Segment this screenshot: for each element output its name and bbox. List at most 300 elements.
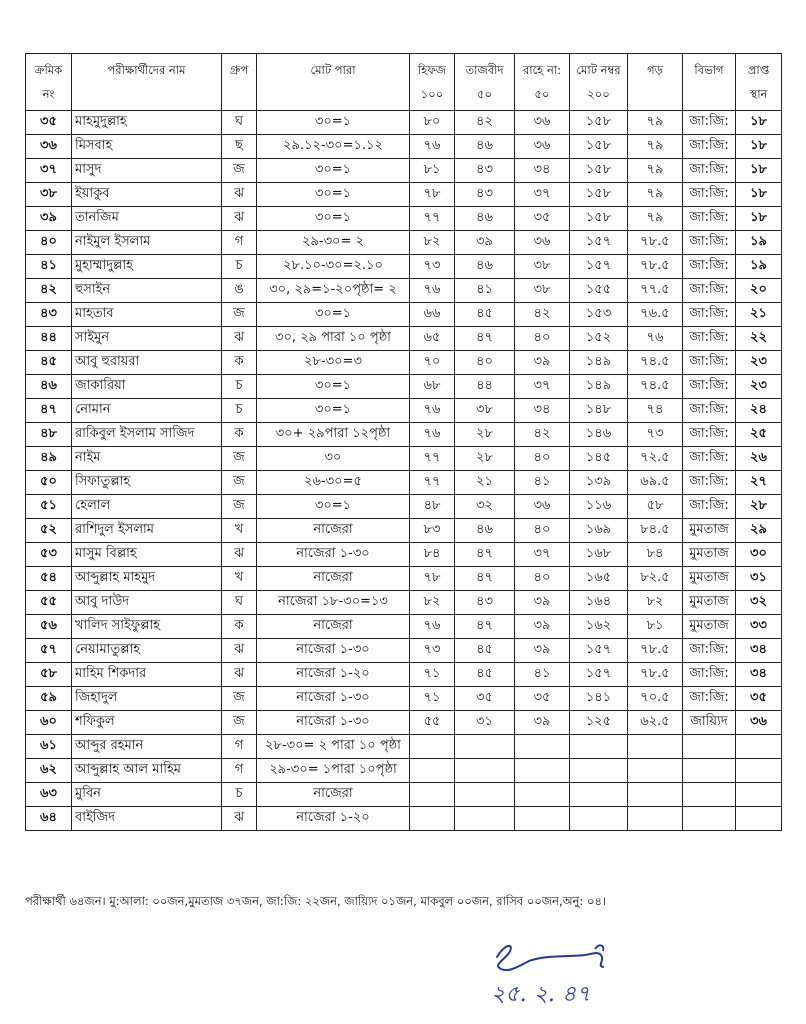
cell-group: ঝ [222,807,257,831]
cell-average: ৮১ [628,615,683,639]
cell-tajweed: ২৮ [455,423,515,447]
cell-rahe: ৩৭ [515,183,570,207]
cell-serial: ৫১ [26,495,72,519]
table-row [26,663,782,687]
table-row [26,807,782,831]
cell-hifz [410,735,455,759]
summary-line: পরীক্ষার্থী ৬৪জন। মু:আলা: ০০জন,মুমতাজ ৩৭জন, জা:জি: ২২জন, জায়্যিদ ০১জন, মাকবুল ০০জন, রাসিব ০০জন,অনু: ০৪। [25,894,607,908]
cell-serial: ৩৭ [26,159,72,183]
header-hifz: হিফজ ১০০ [410,54,455,111]
cell-hifz: ৬৫ [410,327,455,351]
cell-rahe: ৪১ [515,663,570,687]
cell-rahe: ৩৯ [515,639,570,663]
cell-average: ৭৮.৫ [628,639,683,663]
cell-average: ৭৯ [628,111,683,135]
cell-position: ২৫ [736,423,782,447]
cell-rahe: ৩৯ [515,591,570,615]
cell-position: ১৯ [736,231,782,255]
cell-average: ৭৯ [628,183,683,207]
cell-division [683,759,736,783]
cell-total: ১৪৮ [570,399,628,423]
cell-serial: ৫৮ [26,663,72,687]
cell-para: নাজেরা ১-৩০ [257,639,410,663]
cell-serial: ৬৪ [26,807,72,831]
cell-hifz: ৭৬ [410,279,455,303]
cell-serial: ৪২ [26,279,72,303]
cell-tajweed [455,807,515,831]
table-row [26,567,782,591]
cell-tajweed: ৪৩ [455,183,515,207]
cell-total: ১৬৪ [570,591,628,615]
table-row [26,135,782,159]
table-row [26,231,782,255]
cell-name: রাশিদুল ইসলাম [72,519,222,543]
cell-total: ১৫৭ [570,639,628,663]
cell-group: ঝ [222,663,257,687]
cell-position: ১৯ [736,255,782,279]
cell-name: শফিকুল [72,711,222,735]
cell-average [628,759,683,783]
cell-division: মুমতাজ [683,567,736,591]
cell-name: আবু হুরায়রা [72,351,222,375]
cell-average: ৬৯.৫ [628,471,683,495]
cell-hifz: ৭৬ [410,423,455,447]
cell-para: ৩০, ২৯ পারা ১০ পৃষ্ঠা [257,327,410,351]
cell-group: জ [222,687,257,711]
cell-hifz: ৭৭ [410,207,455,231]
signature [485,935,635,1015]
cell-hifz: ৮২ [410,231,455,255]
cell-rahe: ৩৯ [515,711,570,735]
cell-total: ১৪৯ [570,351,628,375]
cell-average: ৬২.৫ [628,711,683,735]
header-average: গড় [628,54,683,111]
cell-tajweed: ৪৪ [455,375,515,399]
cell-average: ৮২ [628,591,683,615]
cell-serial: ৩৬ [26,135,72,159]
cell-rahe: ৪২ [515,303,570,327]
cell-serial: ৪৪ [26,327,72,351]
cell-para: ২৯-৩০= ১পারা ১০পৃষ্ঠা [257,759,410,783]
results-body [26,111,782,831]
results-table [25,53,782,831]
cell-serial: ৬০ [26,711,72,735]
cell-tajweed: ৩৮ [455,399,515,423]
cell-division [683,783,736,807]
cell-average: ৮৪.৫ [628,519,683,543]
cell-division: মুমতাজ [683,615,736,639]
cell-average: ৭২.৫ [628,447,683,471]
cell-division: জা:জি: [683,255,736,279]
cell-division: জা:জি: [683,471,736,495]
cell-serial: ৫৬ [26,615,72,639]
cell-division: জায়্যিদ [683,711,736,735]
cell-tajweed: ৪৫ [455,663,515,687]
cell-serial: ৬৩ [26,783,72,807]
cell-name: মাহতাব [72,303,222,327]
cell-position: ৩৩ [736,615,782,639]
cell-rahe: ৪২ [515,423,570,447]
cell-name: নাইম [72,447,222,471]
cell-name: সিফাতুল্লাহ [72,471,222,495]
cell-average: ৮৪ [628,543,683,567]
cell-division: জা:জি: [683,423,736,447]
cell-name: ইয়াকুব [72,183,222,207]
cell-rahe: ৩৭ [515,543,570,567]
cell-group: ঙ [222,279,257,303]
result-sheet [25,53,781,831]
cell-division: মুমতাজ [683,519,736,543]
cell-para: ২৮-৩০=৩ [257,351,410,375]
cell-position [736,735,782,759]
cell-average: ৭৯ [628,159,683,183]
cell-average: ৭০.৫ [628,687,683,711]
cell-rahe [515,759,570,783]
table-row [26,279,782,303]
cell-rahe: ৩৭ [515,375,570,399]
cell-name: মিসবাহ [72,135,222,159]
cell-position: ৩০ [736,543,782,567]
cell-position: ৩২ [736,591,782,615]
cell-para: ৩০=১ [257,207,410,231]
cell-group: জ [222,495,257,519]
cell-tajweed: ৪৫ [455,303,515,327]
cell-name: সাইমুন [72,327,222,351]
signature-date: ২৫. ২. ৪৭ [491,982,591,1007]
cell-hifz: ৬৬ [410,303,455,327]
cell-rahe: ৩৯ [515,351,570,375]
cell-serial: ৫৭ [26,639,72,663]
cell-tajweed: ৪১ [455,279,515,303]
cell-name: আব্দুর রহমান [72,735,222,759]
cell-group: জ [222,159,257,183]
cell-average: ৭৮.৫ [628,663,683,687]
cell-total: ১৫৫ [570,279,628,303]
cell-average [628,735,683,759]
cell-group: জ [222,303,257,327]
cell-rahe: ৩৮ [515,279,570,303]
cell-serial: ৪৭ [26,399,72,423]
cell-serial: ৩৮ [26,183,72,207]
cell-average: ৭৩ [628,423,683,447]
cell-position: ২০ [736,279,782,303]
cell-group: চ [222,399,257,423]
cell-tajweed: ৪৭ [455,615,515,639]
cell-name: মুহাম্মাদুল্লাহ [72,255,222,279]
cell-position: ১৮ [736,135,782,159]
cell-position: ২৯ [736,519,782,543]
cell-group: ক [222,423,257,447]
cell-total: ১৫৮ [570,159,628,183]
cell-tajweed: ৪০ [455,351,515,375]
cell-para: নাজেরা ১৮-৩০=১৩ [257,591,410,615]
cell-total: ১৫৮ [570,207,628,231]
cell-serial: ৩৫ [26,111,72,135]
header-total-marks: মোট নম্বর ২০০ [570,54,628,111]
cell-position: ২৩ [736,375,782,399]
cell-group: জ [222,711,257,735]
cell-hifz: ৭৭ [410,447,455,471]
cell-total: ১৬২ [570,615,628,639]
cell-division: জা:জি: [683,327,736,351]
cell-average: ৭৯ [628,207,683,231]
table-row [26,615,782,639]
table-row [26,111,782,135]
cell-tajweed: ২৮ [455,447,515,471]
cell-total: ১৫৮ [570,135,628,159]
cell-para: নাজেরা ১-৩০ [257,711,410,735]
cell-para: ২৮-৩০= ২ পারা ১০ পৃষ্ঠা [257,735,410,759]
table-row [26,543,782,567]
cell-group: ঘ [222,591,257,615]
cell-rahe: ৩৮ [515,255,570,279]
cell-division: জা:জি: [683,183,736,207]
cell-group: খ [222,519,257,543]
cell-group: চ [222,375,257,399]
header-serial: ক্রমিক নং [26,54,72,111]
cell-serial: ৫২ [26,519,72,543]
cell-position: ২৭ [736,471,782,495]
cell-total [570,759,628,783]
cell-group: ঝ [222,639,257,663]
cell-para: ৩০, ২৯=১-২০পৃষ্ঠা= ২ [257,279,410,303]
cell-para: নাজেরা [257,567,410,591]
cell-average: ৭৪.৫ [628,351,683,375]
cell-name: নোমান [72,399,222,423]
cell-group: গ [222,759,257,783]
cell-serial: ৪৫ [26,351,72,375]
header-total-para: মোট পারা [257,54,410,111]
cell-division: জা:জি: [683,303,736,327]
cell-tajweed: ৪৭ [455,327,515,351]
cell-rahe: ৩৬ [515,135,570,159]
cell-para: নাজেরা [257,783,410,807]
cell-serial: ৪৯ [26,447,72,471]
cell-group: ঝ [222,327,257,351]
header-row [26,54,782,111]
cell-hifz: ৭৮ [410,183,455,207]
header-tajweed: তাজবীদ ৫০ [455,54,515,111]
cell-total [570,807,628,831]
cell-group: ক [222,615,257,639]
cell-tajweed: ৪৬ [455,207,515,231]
cell-position: ২৬ [736,447,782,471]
cell-para: ৩০+ ২৯পারা ১২পৃষ্ঠা [257,423,410,447]
table-row [26,495,782,519]
cell-group: ঝ [222,183,257,207]
cell-group: ক [222,351,257,375]
cell-average: ৫৮ [628,495,683,519]
cell-average: ৭৮.৫ [628,255,683,279]
cell-rahe [515,735,570,759]
cell-tajweed: ৪৫ [455,639,515,663]
header-name: পরীক্ষার্থীদের নাম [72,54,222,111]
cell-name: জাকারিয়া [72,375,222,399]
cell-total: ১৫৭ [570,231,628,255]
cell-serial: ৪৬ [26,375,72,399]
cell-rahe: ৩৬ [515,231,570,255]
cell-name: আব্দুল্লাহ মাহমুদ [72,567,222,591]
cell-total: ১৪৬ [570,423,628,447]
cell-hifz [410,783,455,807]
header-position: প্রাপ্ত স্থান [736,54,782,111]
cell-position: ১৮ [736,183,782,207]
cell-division: জা:জি: [683,663,736,687]
cell-rahe: ৪০ [515,447,570,471]
cell-division: জা:জি: [683,687,736,711]
cell-tajweed: ৩৫ [455,687,515,711]
cell-total: ১৫৭ [570,255,628,279]
cell-group: খ [222,567,257,591]
cell-tajweed: ৩৯ [455,231,515,255]
cell-name: হুসাইন [72,279,222,303]
cell-division: জা:জি: [683,159,736,183]
table-row [26,423,782,447]
cell-average: ৭৯ [628,135,683,159]
cell-serial: ৬১ [26,735,72,759]
cell-hifz: ৭৬ [410,135,455,159]
cell-division: জা:জি: [683,111,736,135]
cell-average [628,807,683,831]
cell-hifz: ৭১ [410,663,455,687]
table-row [26,159,782,183]
cell-group: জ [222,471,257,495]
cell-name: হেলাল [72,495,222,519]
cell-tajweed: ৪৭ [455,567,515,591]
cell-total: ১২৫ [570,711,628,735]
cell-tajweed: ৪৩ [455,159,515,183]
cell-serial: ৪৩ [26,303,72,327]
cell-average: ৭৬ [628,327,683,351]
table-row [26,447,782,471]
table-row [26,639,782,663]
cell-para: নাজেরা ১-৩০ [257,543,410,567]
cell-hifz: ৭১ [410,687,455,711]
cell-hifz [410,759,455,783]
cell-name: বাইজিদ [72,807,222,831]
cell-tajweed: ৪২ [455,111,515,135]
cell-total: ১৪৯ [570,375,628,399]
cell-group: ঘ [222,111,257,135]
cell-average: ৮২.৫ [628,567,683,591]
cell-position: ২৪ [736,399,782,423]
cell-tajweed: ৩১ [455,711,515,735]
cell-serial: ৫৪ [26,567,72,591]
cell-tajweed: ৪৬ [455,135,515,159]
cell-hifz: ৫৫ [410,711,455,735]
cell-group: গ [222,231,257,255]
cell-tajweed: ৪৬ [455,519,515,543]
table-row [26,783,782,807]
cell-tajweed: ৪৭ [455,543,515,567]
cell-hifz: ৬৮ [410,375,455,399]
cell-name: আব্দুল্লাহ আল মাহিম [72,759,222,783]
cell-name: নাইমুল ইসলাম [72,231,222,255]
cell-total: ১৫৭ [570,663,628,687]
cell-rahe: ৪০ [515,327,570,351]
cell-group: ঝ [222,543,257,567]
cell-group: ঝ [222,207,257,231]
cell-position [736,807,782,831]
cell-name: মাসুম বিল্লাহ [72,543,222,567]
cell-hifz: ৭৬ [410,399,455,423]
cell-para: নাজেরা ১-২০ [257,807,410,831]
cell-total: ১৪১ [570,687,628,711]
cell-name: খালিদ সাইফুল্লাহ [72,615,222,639]
cell-para: নাজেরা ১-২০ [257,663,410,687]
cell-name: মাহিম শিকদার [72,663,222,687]
cell-para: নাজেরা [257,615,410,639]
table-row [26,519,782,543]
cell-total [570,735,628,759]
cell-hifz: ৭৩ [410,639,455,663]
cell-average: ৭৪ [628,399,683,423]
cell-average: ৭৬.৫ [628,303,683,327]
cell-tajweed: ২১ [455,471,515,495]
cell-total: ১৩৯ [570,471,628,495]
cell-serial: ৪১ [26,255,72,279]
cell-division: জা:জি: [683,135,736,159]
cell-division: জা:জি: [683,231,736,255]
cell-hifz: ৮৪ [410,543,455,567]
cell-average: ৭৪.৫ [628,375,683,399]
cell-name: মুবিন [72,783,222,807]
cell-position: ৩৫ [736,687,782,711]
cell-name: নেয়ামাতুল্লাহ [72,639,222,663]
cell-position: ১৮ [736,111,782,135]
table-row [26,591,782,615]
cell-tajweed [455,783,515,807]
cell-name: মাসুদ [72,159,222,183]
table-row [26,327,782,351]
table-row [26,759,782,783]
cell-rahe: ৩৯ [515,615,570,639]
cell-tajweed: ৪৩ [455,591,515,615]
table-row [26,207,782,231]
cell-serial: ৫০ [26,471,72,495]
cell-para: নাজেরা [257,519,410,543]
cell-rahe: ৪০ [515,519,570,543]
cell-division: জা:জি: [683,207,736,231]
cell-division: জা:জি: [683,447,736,471]
cell-tajweed: ৩২ [455,495,515,519]
cell-group: গ [222,735,257,759]
cell-name: মাহমুদুল্লাহ [72,111,222,135]
table-row [26,471,782,495]
cell-position: ২৮ [736,495,782,519]
cell-hifz: ৭৩ [410,255,455,279]
cell-position: ৩৪ [736,639,782,663]
cell-total: ১৪৫ [570,447,628,471]
cell-average: ৭৭.৫ [628,279,683,303]
table-row [26,255,782,279]
cell-total: ১৫৩ [570,303,628,327]
cell-hifz: ৪৮ [410,495,455,519]
cell-tajweed [455,759,515,783]
cell-rahe: ৪১ [515,471,570,495]
cell-para: নাজেরা ১-৩০ [257,687,410,711]
cell-rahe [515,807,570,831]
cell-division: জা:জি: [683,639,736,663]
cell-hifz [410,807,455,831]
cell-rahe: ৩৬ [515,111,570,135]
cell-rahe [515,783,570,807]
cell-hifz: ৮২ [410,591,455,615]
cell-hifz: ৭৭ [410,471,455,495]
cell-total: ১৫৮ [570,183,628,207]
cell-hifz: ৭০ [410,351,455,375]
cell-rahe: ৩৫ [515,687,570,711]
